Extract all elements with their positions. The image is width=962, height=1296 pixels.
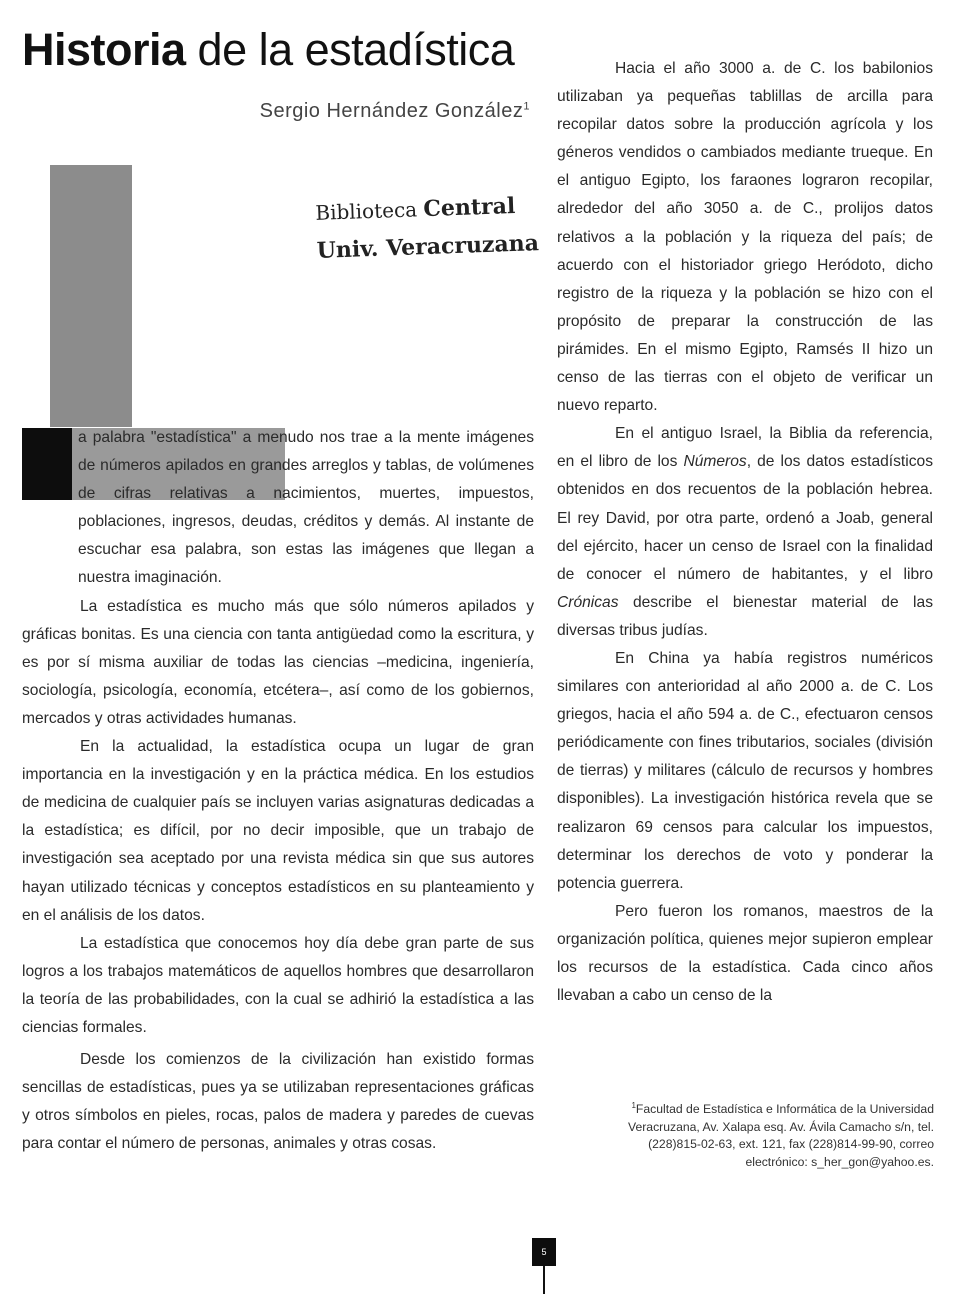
right-paragraph-3: En China ya había registros numéricos similares con anterioridad al año 2000 a. de C. Los griegos, hacia el año 594 a. de C., efectuaron censos periódicamente con fines tributarios, sociales (división de tierras) y militares (cálculo de recursos y hombres disponibles). La investigación histórica revela que se realizaron 69 censos para calcular los impuestos, determinar los derechos de voto y ponderar la potencia guerrera. — [557, 649, 933, 892]
paragraph-1-text: a palabra "estadística" a menudo nos trae a la mente imágenes de números apilados en grandes arreglos y tablas, de volúmenes de cifras relativas a nacimientos, muertes, impuestos, poblaciones, ingresos, deudas, créditos y demás. Al instante de escuchar esa palabra, son estas las imágenes que llegan a nuestra imaginación. — [78, 429, 534, 587]
author-byline — [260, 100, 530, 123]
left-paragraph-3: En la actualidad, la estadística ocupa un lugar de gran importancia en la investigación y en la práctica médica. En los estudios de medicina de cualquier país se incluyen varias asignaturas dedicadas a la estadística; es difícil, por no decir imposible, que un trabajo de investigación sea aceptado por una revista médica sin que sus autores hayan utilizado técnicas y conceptos estadísticos en su planteamiento y en el análisis de los datos. — [22, 738, 534, 924]
left-paragraph-4: La estadística que conocemos hoy día debe gran parte de sus logros a los trabajos matemáticos de aquellos hombres que desarrollaron la teoría de las probabilidades, con la cual se adhirió la estadística a las ciencias formales. — [22, 934, 534, 1036]
footnote — [584, 1097, 934, 1171]
left-paragraph-1 — [22, 424, 534, 593]
right-column — [557, 55, 933, 1010]
book-numeros: Números — [683, 453, 747, 471]
stamp-line-2: Univ. Veracruzana — [316, 230, 540, 264]
author-name: Sergio Hernández González — [259, 100, 524, 122]
stamp-text-b: Central — [422, 192, 516, 223]
page-number: 5 — [532, 1238, 556, 1266]
footnote-mark: 1 — [631, 1101, 636, 1110]
left-column — [22, 424, 534, 1158]
decorative-gray-block — [50, 165, 132, 427]
right-paragraph-4: Pero fueron los romanos, maestros de la organización política, quienes mejor supieron emplear los recursos de la estadística. Cada cinco años llevaban a cabo un censo de la — [557, 902, 933, 1005]
article-title — [22, 24, 514, 76]
left-paragraph-2: La estadística es mucho más que sólo números apilados y gráficas bonitas. Es una ciencia con tanta antigüedad como la escritura, y es por sí misma auxiliar de todas las ciencias –medicina, ingeniería, sociología, psicología, economía, etcétera–, así como de los gobiernos, mercados y otras actividades humanas. — [22, 597, 534, 727]
left-paragraph-5: Desde los comienzos de la civilización han existido formas sencillas de estadísticas, pues ya se utilizaban representaciones gráficas y otros símbolos en pieles, rocas, palos de madera y paredes de cuevas para contar el número de personas, animales y otras cosas. — [22, 1051, 534, 1153]
p2-text-c: describe el bienestar material de las diversas tribus judías. — [557, 593, 933, 639]
title-rest: de la estadística — [185, 24, 515, 75]
title-bold: Historia — [22, 24, 186, 75]
author-footnote-mark: 1 — [523, 100, 530, 113]
book-cronicas: Crónicas — [557, 593, 619, 611]
page-number-rule — [543, 1266, 545, 1294]
right-paragraph-1: Hacia el año 3000 a. de C. los babilonios utilizaban ya pequeñas tablillas de arcilla para recopilar datos sobre la producción agrícola y los géneros vendidos o cambiados mediante trueque. En el antiguo Egipto, los faraones lograron recopilar, alrededor del año 3050 a. de C., prolijos datos relativos a la población y la riqueza del país; de acuerdo con el historiador griego Heródoto, dicho registro de la riqueza y la población se hizo con el propósito de preparar la construcción de las pirámides. En el mismo Egipto, Ramsés II hizo un censo de las tierras con el objeto de verificar un nuevo reparto. — [557, 60, 933, 415]
library-stamp — [315, 186, 540, 270]
stamp-text-a: Biblioteca — [314, 197, 424, 225]
p2-text-b: , de los datos estadísticos obtenidos en dos recuentos de la población hebrea. El rey David, por otra parte, ordenó a Joab, general del ejército, hacer un censo de Israel con la finalidad de conocer el número de habitantes, y el libro — [557, 453, 933, 583]
p2-text-a: En el antiguo Israel, la Biblia da referencia, en el libro de los — [557, 425, 933, 471]
right-paragraph-2 — [557, 420, 933, 645]
footnote-text: Facultad de Estadística e Informática de la Universidad Veracruzana, Av. Xalapa esq. Av. Ávila Camacho s/n, tel. (228)815-02-63, ext. 121, fax (228)814-99-90, correo electrónico: s_her_gon@yahoo.es. — [628, 1102, 934, 1169]
